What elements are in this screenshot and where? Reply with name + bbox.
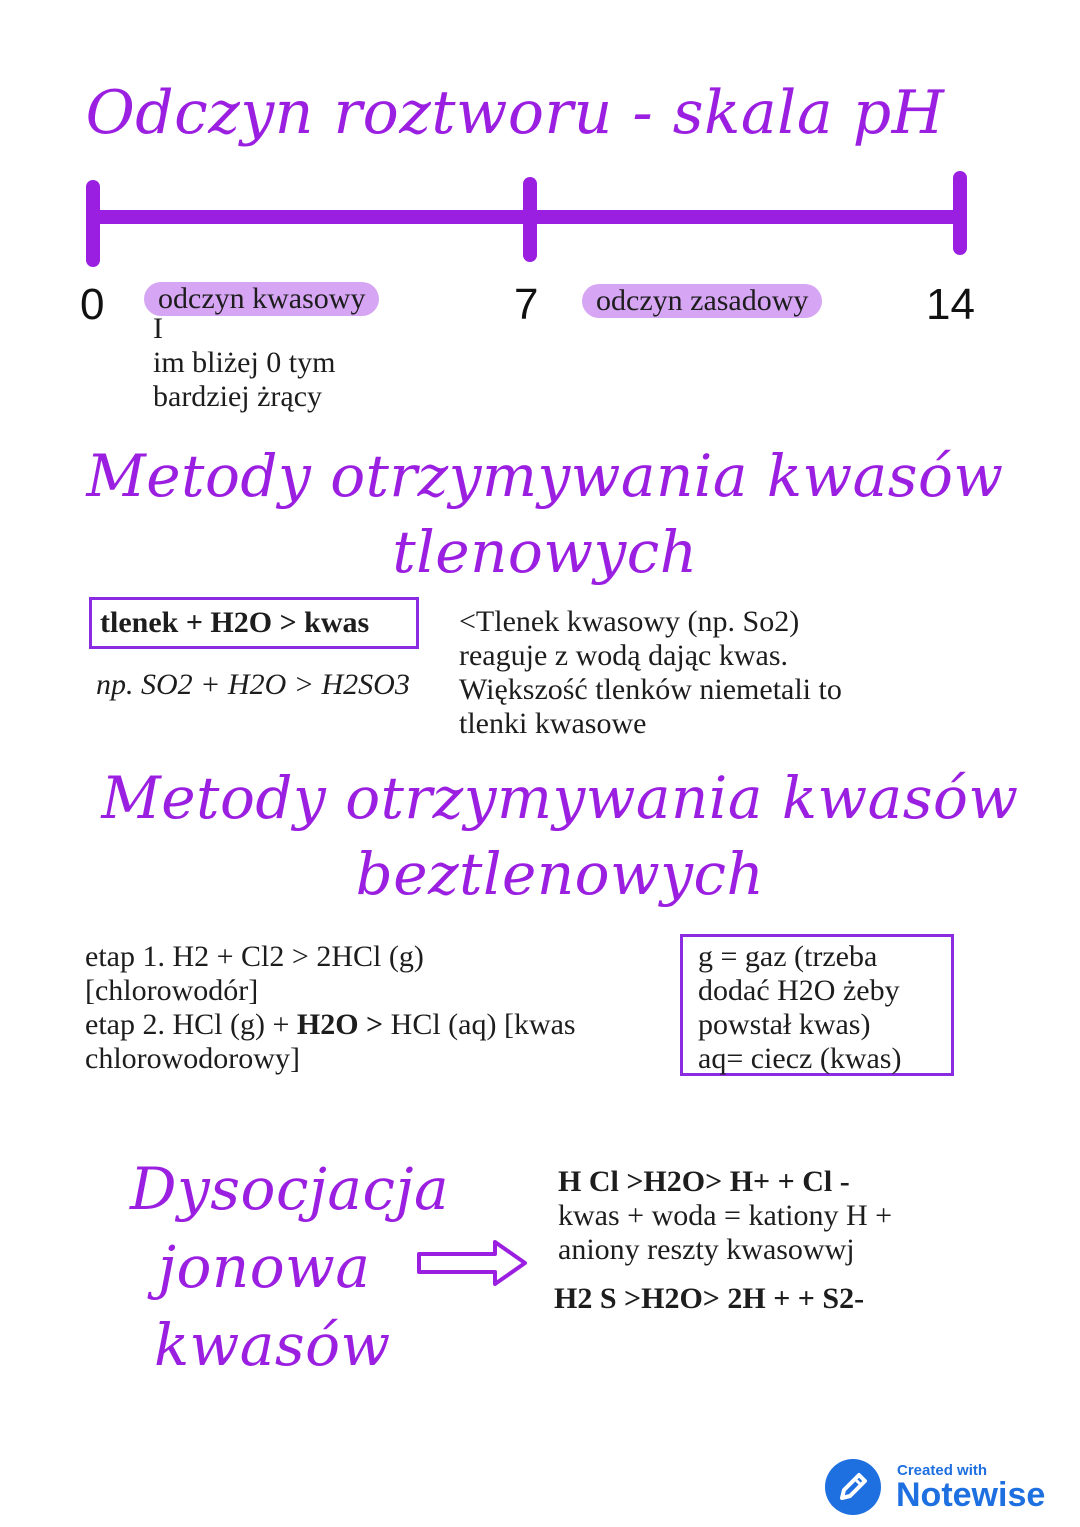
step-1-name: [chlorowodór] <box>85 974 259 1007</box>
step-1: etap 1. H2 + Cl2 > 2HCl (g) <box>85 940 424 973</box>
oxide-example: np. SO2 + H2O > H2SO3 <box>96 668 410 701</box>
logo-created-with: Created with <box>897 1462 988 1479</box>
anoxy-steps <box>85 940 576 1076</box>
oxide-note: <Tlenek kwasowy (np. So2) reaguje z wodą dając kwas. Większość tlenków niemetali to tlenki kwasowe <box>459 605 842 740</box>
dissociation-hcl: H Cl >H2O> H+ + Cl - kwas + woda = kationy H + aniony reszty kwasowwj <box>558 1165 893 1266</box>
ph-scale-heading: Odczyn roztworu - skala pH <box>85 78 945 148</box>
hcl-equation: H Cl >H2O> H+ + Cl - <box>558 1165 850 1198</box>
pen-icon <box>824 1458 882 1516</box>
ph-label-7: 7 <box>514 280 539 329</box>
gas-aq-legend-box: g = gaz (trzeba dodać H2O żeby powstał kwas) aq= ciecz (kwas) <box>680 934 954 1076</box>
oxide-formula-box: tlenek + H2O > kwas <box>89 597 419 649</box>
right-arrow-icon <box>415 1238 535 1288</box>
dissociation-heading: Dysocjacja jonowa kwasów <box>130 1155 450 1379</box>
acidic-label: odczyn kwasowy <box>144 282 379 316</box>
acidic-note: I im bliżej 0 tym bardziej żrący <box>153 312 336 413</box>
step-2: etap 2. HCl (g) + H2O > HCl (aq) [kwas <box>85 1008 576 1041</box>
basic-label: odczyn zasadowy <box>582 284 822 318</box>
anoxy-methods-heading: Metody otrzymywania kwasów beztlenowych <box>101 764 1019 908</box>
ph-label-0: 0 <box>80 280 105 329</box>
logo-notewise: Notewise <box>896 1476 1046 1514</box>
ph-label-14: 14 <box>926 280 975 329</box>
notewise-logo <box>824 1458 1064 1518</box>
step-2-name: chlorowodorowy] <box>85 1042 300 1075</box>
h2s-equation: H2 S >H2O> 2H + + S2- <box>554 1282 865 1315</box>
ph-scale-line <box>0 160 1080 280</box>
oxy-methods-heading: Metody otrzymywania kwasów tlenowych <box>86 442 1004 586</box>
